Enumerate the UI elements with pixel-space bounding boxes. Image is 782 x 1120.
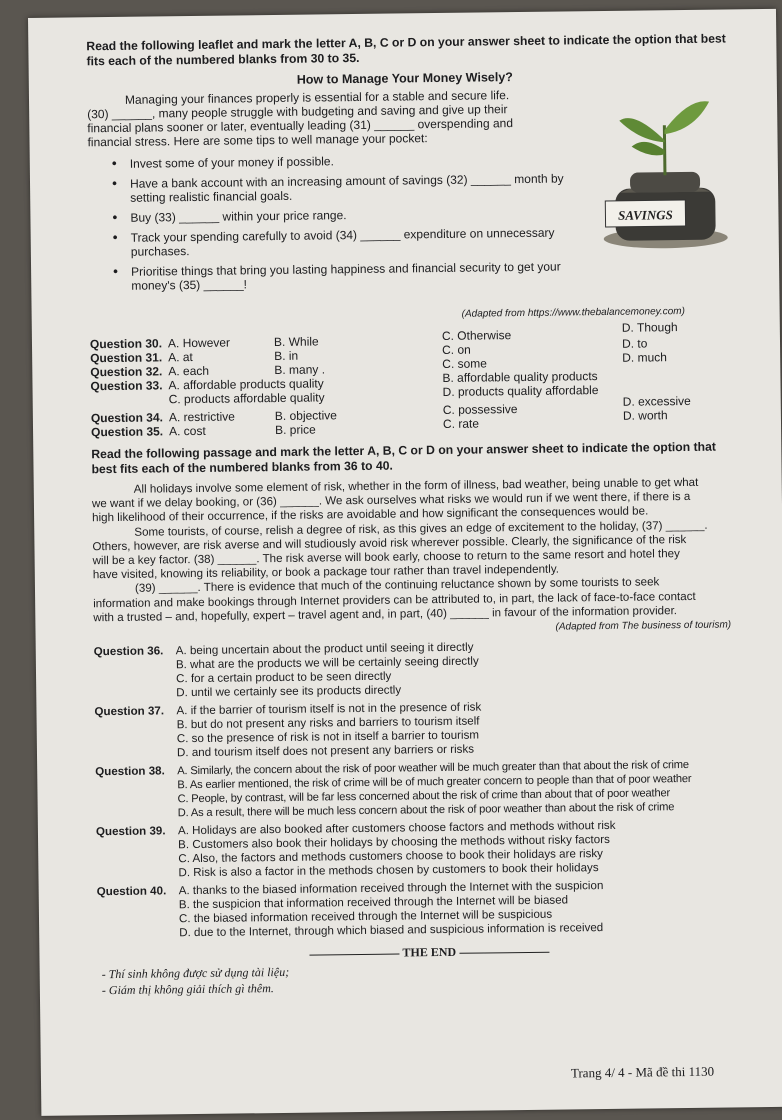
- note-materials: - Thí sinh không được sử dụng tài liệu;: [101, 964, 290, 982]
- leaflet-source: (Adapted from https://www.thebalancemoney.com): [461, 305, 685, 320]
- tourism-passage: All holidays involve some element of risk, whether in the form of illness, bad weather, being unable to get what we want if we delay booking, or (36) ______. We ask ourselves what risks we would run if we went there, if there is a high likelihood of their occurrence, if the risks are avoidable and how significant the consequences would be. Some tourists, of course, relish a degree of risk, as this gives an edge of excitement to the holiday, (37) ______. Others, however, are risk averse and will studiously avoid risk wherever possible. Clearly, the significance of the risk will be a key factor. (38) ______. The risk averse will book early, choose to return to the same resort and hotel they have visited, knowing its reliability, or book a package tour rather than travel independently. (39) ______. There is evidence that much of the continuing reluctance shown by some tourists to seek information and make bookings through Internet providers can be attributed to, in part, the lack of face-to-face contact with a trusted – and, hopefully, expert – travel agent and, in part, (40) ______ in favour of the information provider.: [91, 475, 708, 625]
- questions-36-40: Question 36. A. being uncertain about the product until seeing it directly B. what are the products we will be certainly seeing directly C. for a certain product to be seen directly D. until we certainly see its products directly Question 37. A. if the barrier of tourism itself is not in the presence of risk B. but do not present any risks and barriers to tourism itself C. so the presence of risk is not in itself a barrier to tourism D. and tourism itself does not present any barriers or risks Question 38. A. Similarly, the concern about the risk of poor weather will be much greater than that about the risk of crime B. As earlier mentioned, the risk of crime will be of much greater concern to people than that of poor weather C. People, by contrast, will be far less concerned about the risk of crime than about that of poor weather D. As a result, there will be much less concern about the risk of poor weather than about the risk of crime Question 39. A. Holidays are also booked after customers choose factors and methods without risk B. Customers also book their holidays by choosing the methods without risky factors C. Also, the factors and methods customers choose to book their holidays are risky D. Risk is also a factor in the methods chosen by customers to book their holidays Question 40. A. thanks to the biased information received through the Internet with the suspicion B. the suspicion that information received through the Internet will be biased C. the biased information received through the Internet will be suspicious D. due to the Internet, through which biased and suspicious information is received: [93, 640, 692, 940]
- tip-item: • Track your spending carefully to avoid (34) ______ expenditure on unnecessary purchases.: [109, 225, 569, 259]
- section2-instruction: Read the following passage and mark the letter A, B, C or D on your answer sheet to indicate the option that best fits each of the numbered blanks from 36 to 40.: [91, 439, 716, 477]
- tip-item: • Have a bank account with an increasing amount of savings (32) ______ month by setting realistic financial goals.: [108, 171, 568, 205]
- leaflet-paragraph: Managing your finances properly is essential for a stable and secure life. (30) ______, many people struggle with budgeting and saving and give up their financial plans sooner or later, eventually leading (31) ______ overspending and financial stress. Here are some tips to well manage your pocket:: [87, 88, 514, 150]
- passage-source: (Adapted from The business of tourism): [555, 619, 732, 633]
- note-invigilator: - Giám thị không giải thích gì thêm.: [101, 981, 274, 998]
- tips-list: [108, 151, 570, 299]
- questions-30-35: Question 30. A. However B. While C. Otherwise D. Though Question 31. A. at B. in C. on D. to Question 32. A. each B. many . C. some D. much Question 33. A. affordable products quality B. affordable quality products C. products affordable quality D. products quality affordable Question 34. A. restrictive B. objective C. possessive D. excessive Question 35. A. cost B. price C. rate D. worth: [89, 320, 691, 440]
- end-marker: THE END: [289, 943, 569, 961]
- savings-jar-image: [589, 79, 741, 251]
- tip-item: • Buy (33) ______ within your price range.: [108, 205, 568, 225]
- tip-item: • Prioritise things that bring you lasting happiness and financial security to get your money's (35) ______!: [109, 259, 601, 293]
- leaflet-title: How to Manage Your Money Wisely?: [296, 70, 513, 87]
- section1-instruction: Read the following leaflet and mark the letter A, B, C or D on your answer sheet to indicate the option that best fits each of the numbered blanks from 30 to 35.: [86, 31, 726, 69]
- page-footer: Trang 4/ 4 - Mã đề thi 1130: [570, 1063, 715, 1081]
- tip-item: • Invest some of your money if possible.: [108, 151, 568, 171]
- svg-text:SAVINGS: SAVINGS: [618, 207, 673, 223]
- exam-page: [28, 9, 782, 1116]
